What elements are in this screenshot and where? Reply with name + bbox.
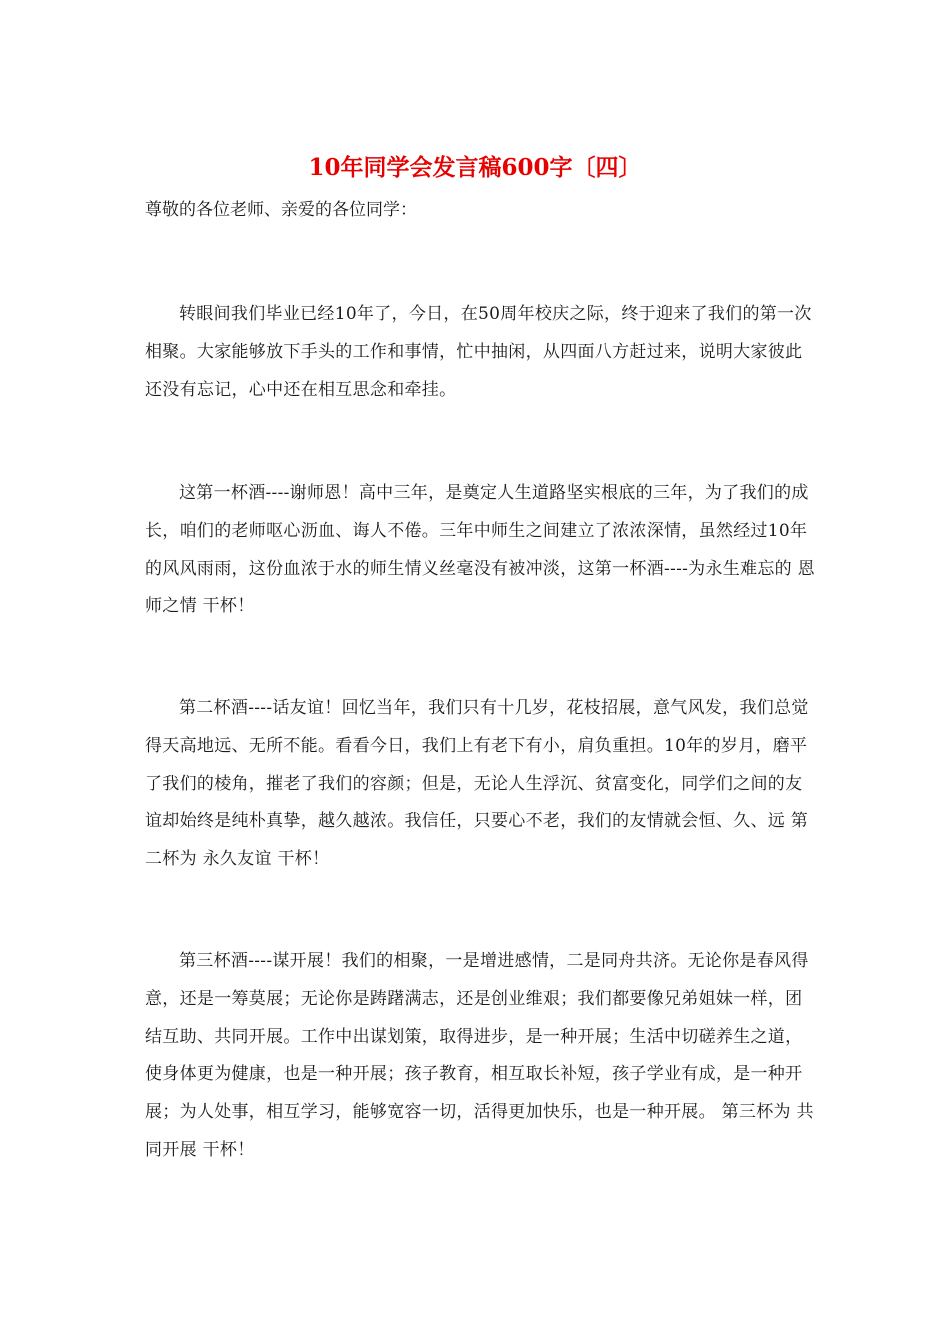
paragraph-first-toast: 这第一杯酒----谢师恩！高中三年，是奠定人生道路坚实根底的三年，为了我们的成长，咱们的老师呕心沥血、诲人不倦。三年中师生之间建立了浓浓深情，虽然经过10年的风风雨雨，这份血浓于水的师生情义丝毫没有被冲淡，这第一杯酒----为永生难忘的 恩师之情 干杯！ bbox=[145, 483, 815, 617]
paragraph-third-toast: 第三杯酒----谋开展！我们的相聚，一是增进感情，二是同舟共济。无论你是春风得意，还是一筹莫展；无论你是踌躇满志，还是创业维艰；我们都要像兄弟姐妹一样，团结互助、共同开展。工作中出谋划策，取得进步，是一种开展；生活中切磋养生之道，使身体更为健康，也是一种开展；孩子教育，相互取长补短，孩子学业有成，是一种开展；为人处事，相互学习，能够宽容一切，活得更加快乐，也是一种开展。 第三杯为 共同开展 干杯！ bbox=[145, 951, 814, 1160]
document-title: 10年同学会发言稿600字〔四〕 bbox=[308, 154, 642, 181]
greeting: 尊敬的各位老师、亲爱的各位同学： bbox=[145, 200, 417, 220]
paragraph-opening: 转眼间我们毕业已经10年了，今日，在50周年校庆之际，终于迎来了我们的第一次相聚。大家能够放下手头的工作和事情，忙中抽闲，从四面八方赶过来，说明大家彼此还没有忘记，心中还在相互思念和牵挂。 bbox=[145, 304, 812, 400]
paragraph-second-toast: 第二杯酒----话友谊！回忆当年，我们只有十几岁，花枝招展，意气风发，我们总觉得天高地远、无所不能。看看今日，我们上有老下有小，肩负重担。10年的岁月，磨平了我们的棱角，摧老了我们的容颜；但是，无论人生浮沉、贫富变化，同学们之间的友谊却始终是纯朴真挚，越久越浓。我信任，只要心不老，我们的友情就会恒、久、远 第二杯为 永久友谊 干杯！ bbox=[145, 698, 809, 870]
